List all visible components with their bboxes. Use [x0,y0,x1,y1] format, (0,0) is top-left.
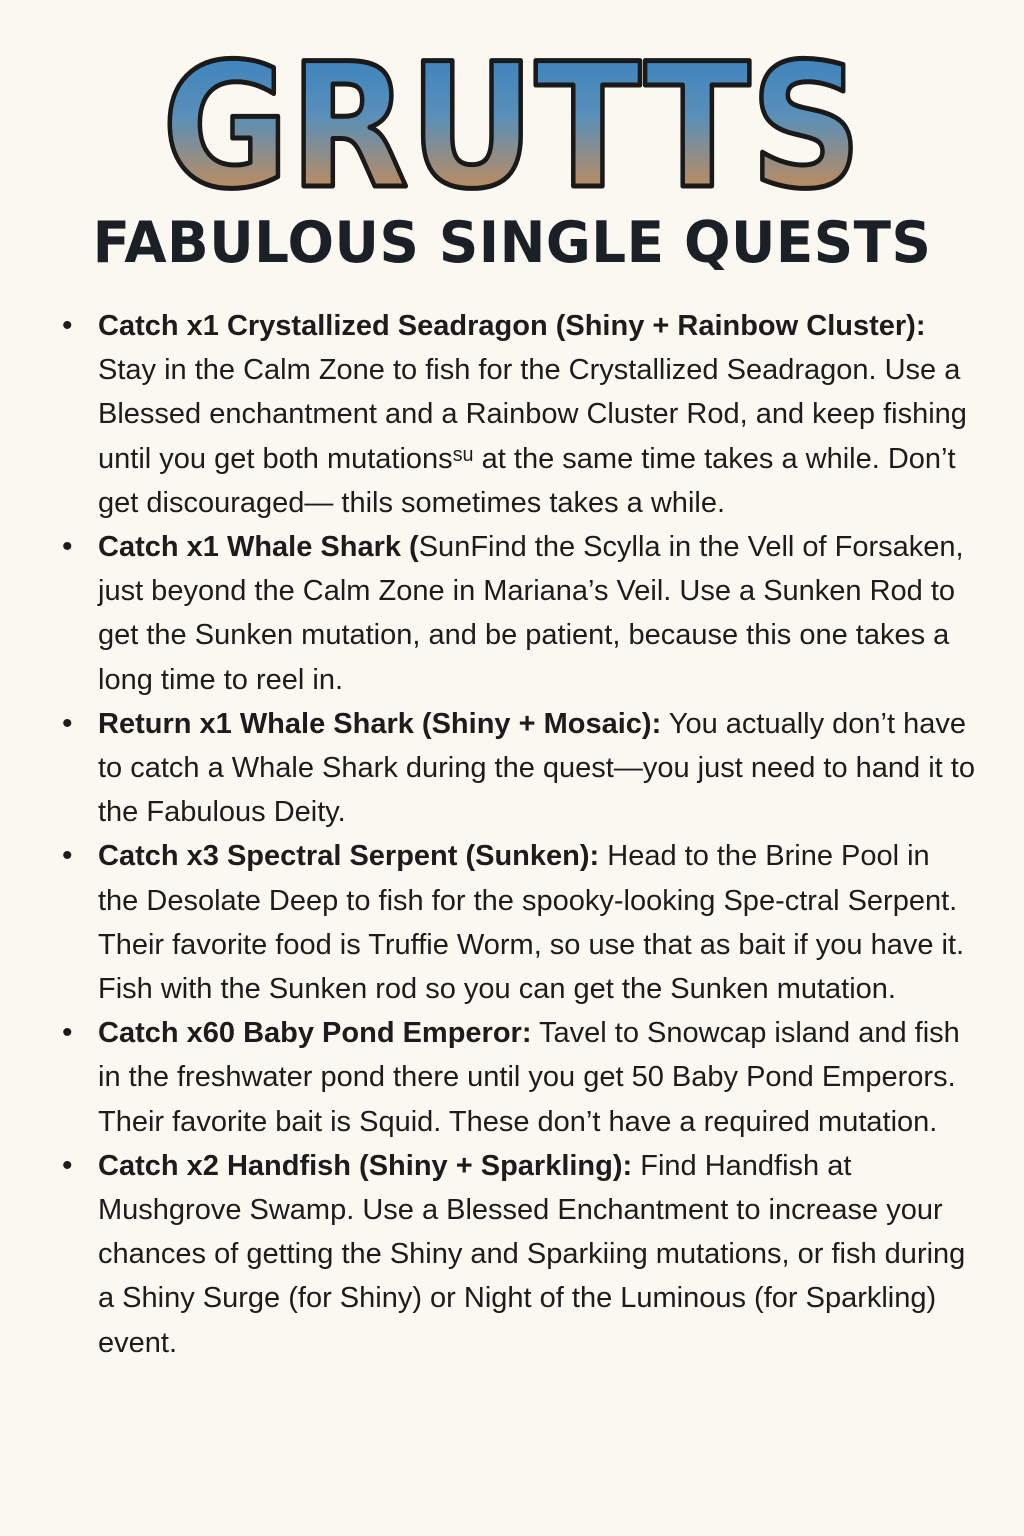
quest-item [58,304,978,525]
quest-item [58,1144,978,1365]
quest-description: Find Handfish at Mushgrove Swamp. Use a Blessed Enchantment to increase your chances of getting the Shiny and Sparkiing mutations, or fish during a Shiny Surge (for Shiny) or Night of the Luminous (for Sparkling) event. [98,1149,966,1359]
quest-description: Tavel to Snowcap island and fish in the freshwater pond there until you get 50 Baby Pond Emperors. Their favorite bait is Squid. These don’t have a required mutation. [98,1017,960,1138]
quest-description: Head to the Brine Pool in the Desolate Deep to fish for the spooky-looking Spe-ctral Serpent. Their favorite food is Truffie Worm, so use that as bait if you have it. Fish with the Sunken rod so you can get the Sunken mutation. [98,840,965,1006]
quest-title: Catch x1 Crystallized Seadragon (Shiny + Rainbow Cluster): [98,310,926,342]
quest-item [58,834,978,1011]
quest-title: Catch x2 Handfish (Shiny + Sparkling): [98,1149,633,1182]
bullet-icon: • [62,1148,73,1182]
quest-item [58,1011,978,1144]
logo-text: GRUTTS [162,26,862,218]
quest-title: Return x1 Whale Shark (Shiny + Mosaic): [98,707,662,740]
quest-description: You actually don’t have to catch a Whale Shark during the quest—you just need to hand it to the Fabulous Deity. [98,707,975,829]
quest-description: Stay in the Calm Zone to fish for the Crystallized Seadragon. Use a Blessed enchantment and a Rainbow Cluster Rod, and keep fishing until you get both mutationsˢᵘ at the same time takes a while. Don’t get discouraged— thils sometimes takes a while. [98,354,967,519]
quest-title: Catch x3 Spectral Serpent (Sunken): [98,840,600,873]
quest-description: SunFind the Scylla in the Vell of Forsaken, just beyond the Calm Zone in Mariana’s Veil. Use a Sunken Rod to get the Sunken mutation, and be patient, because this one takes a long time to reel in. [98,531,964,696]
bullet-icon: • [62,706,73,740]
page-subtitle: FABULOUS SINGLE QUESTS [92,210,932,276]
quest-list [58,304,978,1365]
bullet-icon: • [62,309,73,342]
quest-title: Catch x60 Baby Pond Emperor: [98,1017,532,1050]
bullet-icon: • [62,839,73,873]
quest-item [58,525,978,702]
grutts-logo [0,18,1024,218]
quest-item [58,702,978,835]
bullet-icon: • [62,530,73,564]
bullet-icon: • [62,1016,73,1050]
quest-title: Catch x1 Whale Shark ( [98,531,419,564]
